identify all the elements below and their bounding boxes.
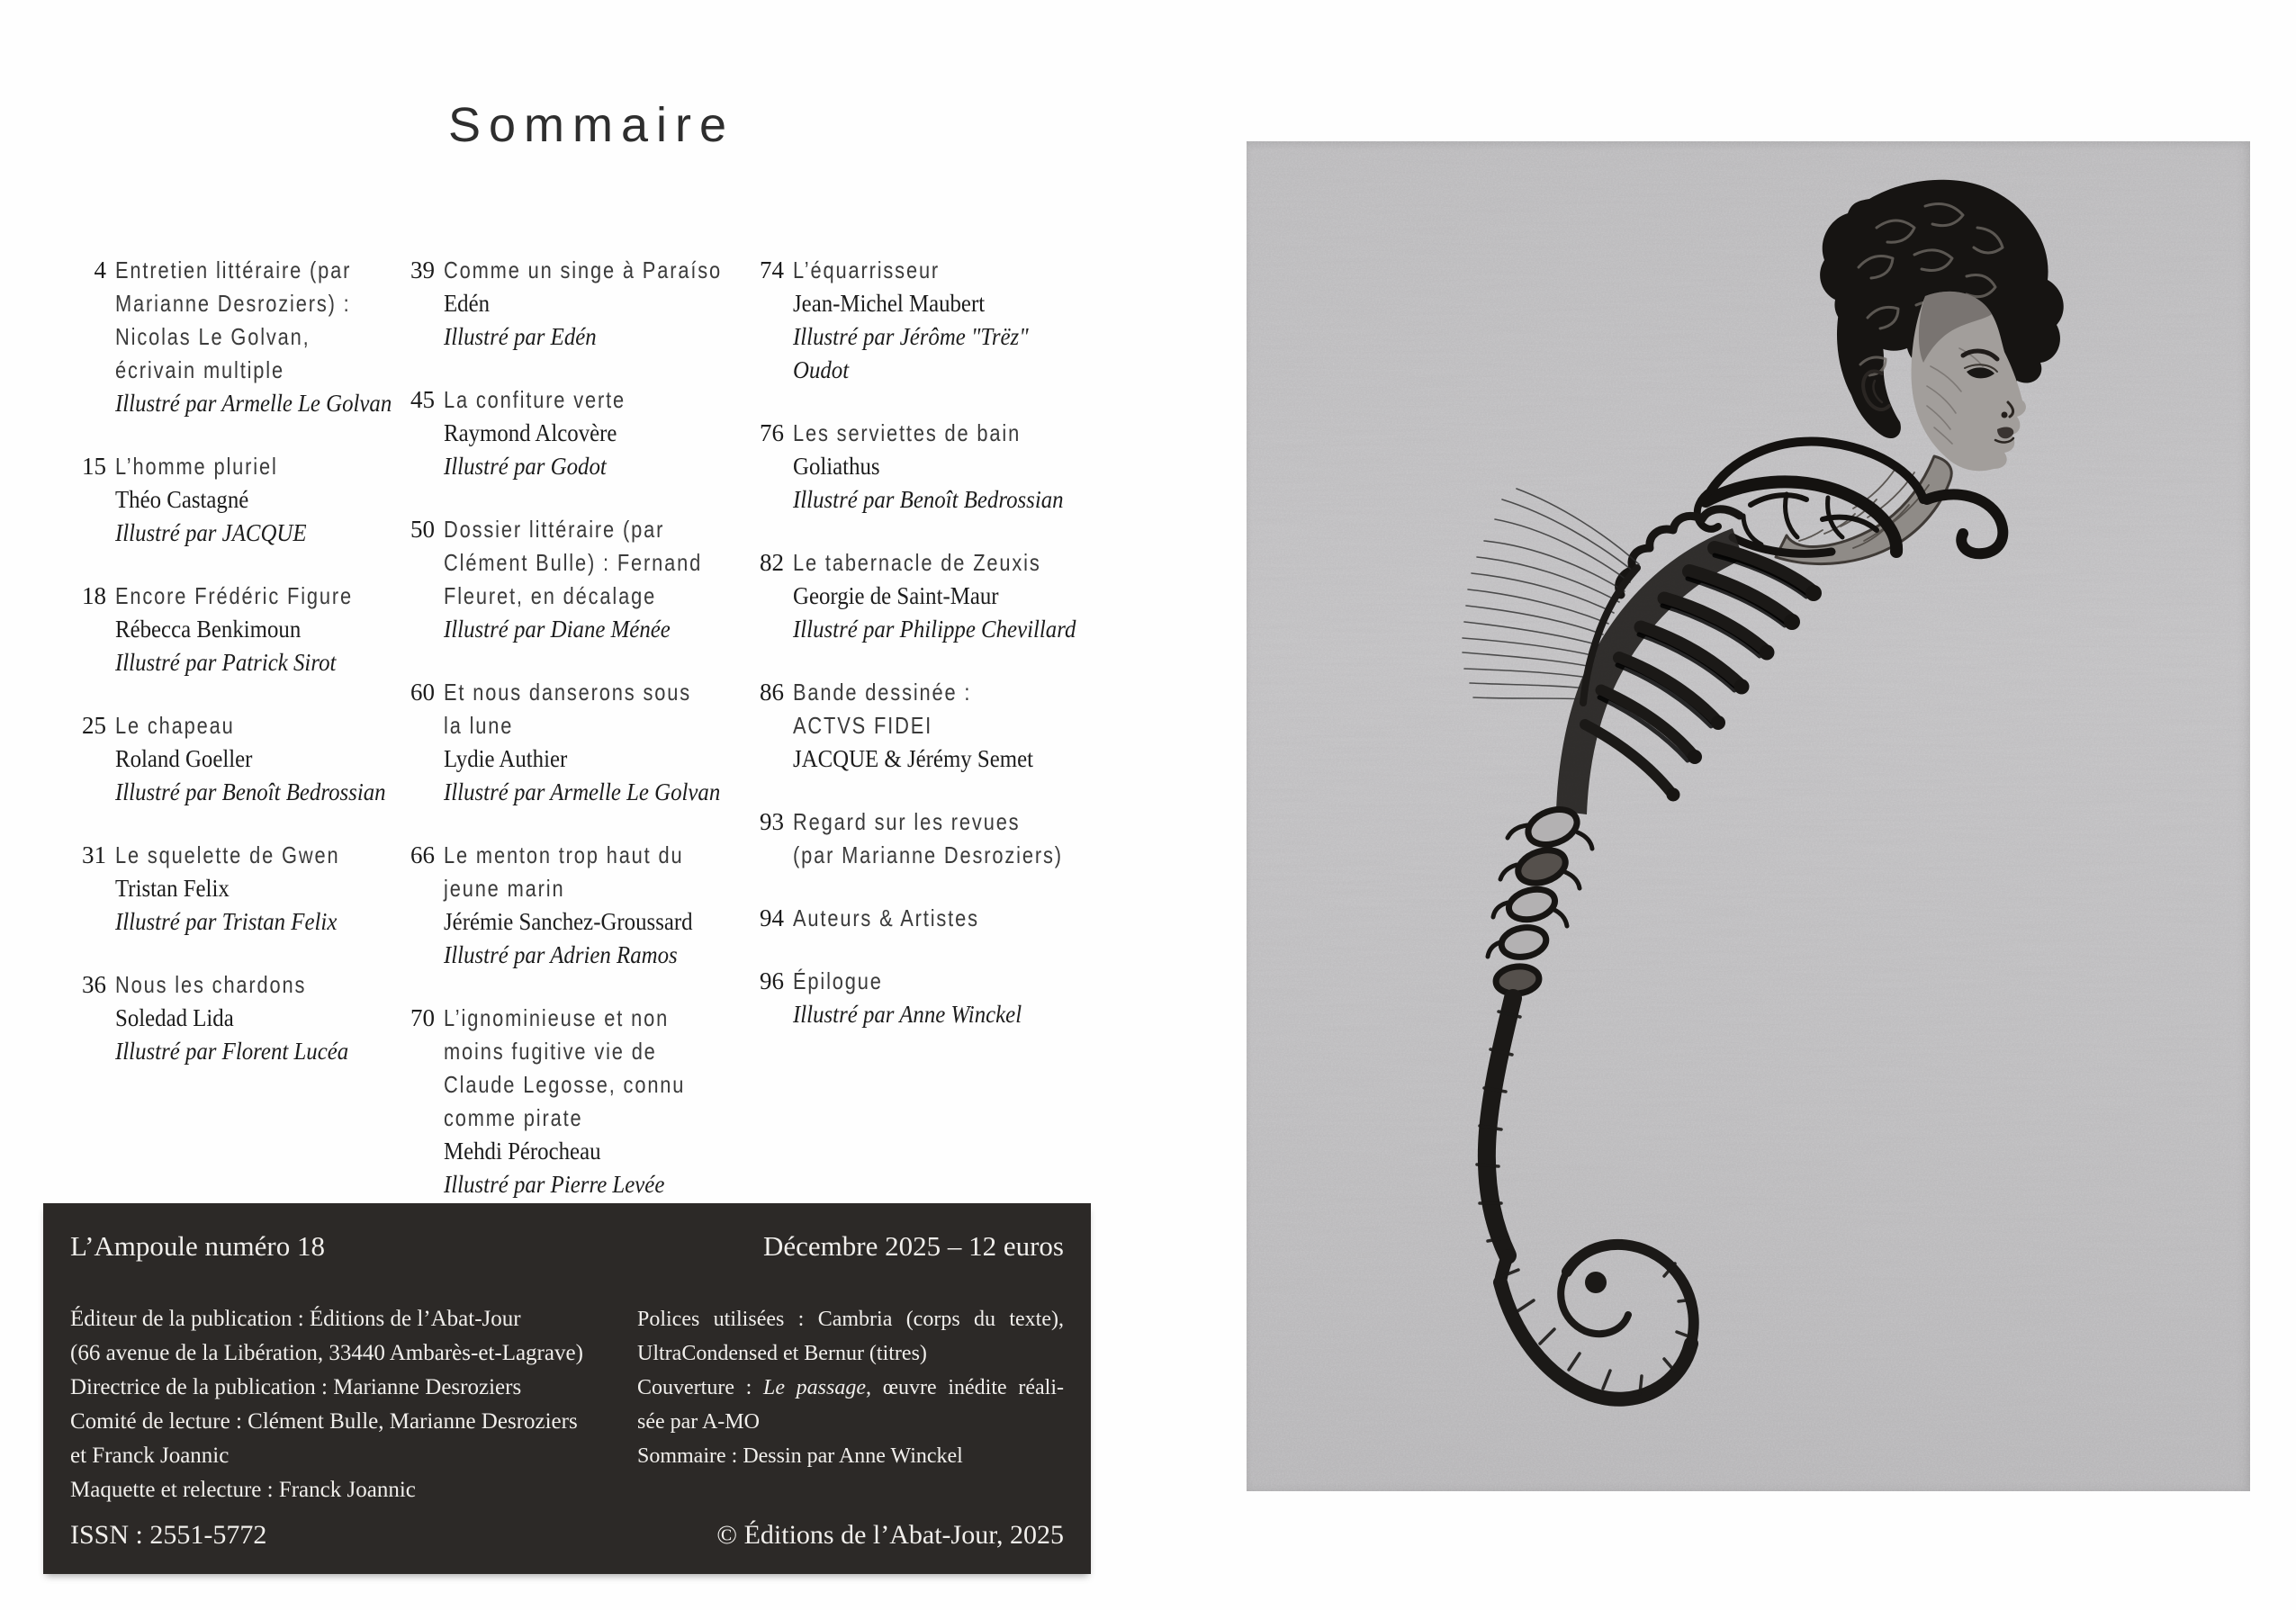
- entry-title-line: Le squelette de Gwen: [115, 841, 340, 868]
- entry-illustrator-line: Illustré par Jérôme "Trëz": [793, 323, 1029, 350]
- copyright-label: © Éditions de l’Abat-Jour, 2025: [716, 1520, 1064, 1550]
- entry-page-number: 96: [760, 967, 784, 994]
- entry-page-number: 93: [760, 808, 784, 835]
- paper-grain-fine: [1247, 141, 2250, 1491]
- entry-author-line: JACQUE & Jérémy Semet: [793, 745, 1034, 772]
- entry-title-line: Claude Legosse, connu: [444, 1071, 686, 1098]
- entry-title-line: Auteurs & Artistes: [793, 904, 979, 931]
- text: Sommaire : Dessin par Anne Winckel: [637, 1444, 963, 1468]
- entry-page-number: 60: [410, 679, 435, 706]
- entry-title-line: Bande dessinée :: [793, 679, 972, 706]
- issn-label: ISSN : 2551-5772: [70, 1520, 267, 1550]
- entry-page-number: 70: [410, 1004, 435, 1031]
- entry-title-line: Le chapeau: [115, 712, 235, 739]
- issue-date-price: Décembre 2025 – 12 euros: [762, 1230, 1064, 1262]
- entry-page-number: 76: [760, 419, 784, 446]
- colophon-header: [70, 1230, 1064, 1263]
- text: Couverture :: [637, 1376, 763, 1399]
- toc: [70, 254, 1090, 1231]
- entry-title-line: Et nous danserons sous: [444, 679, 691, 706]
- entry-title-line: Fleuret, en décalage: [444, 582, 657, 609]
- entry-text: [793, 902, 1090, 935]
- colophon-line: et Franck Joannic: [70, 1444, 230, 1468]
- page-title: Sommaire: [448, 98, 735, 152]
- entry-text: [115, 709, 399, 809]
- entry-text: [444, 839, 748, 972]
- entry-illustrator-line: Illustré par Diane Ménée: [444, 616, 671, 643]
- entry-title-line: Regard sur les revues: [793, 808, 1021, 835]
- entry-title-line: Le menton trop haut du: [444, 841, 684, 868]
- toc-entry: [748, 902, 1090, 935]
- entry-text: [444, 676, 748, 809]
- entry-title-line: la lune: [444, 712, 514, 739]
- entry-author-line: Roland Goeller: [115, 745, 253, 772]
- entry-title-line: (par Marianne Desroziers): [793, 841, 1063, 868]
- text: UltraCondensed et Bernur (titres): [637, 1342, 927, 1365]
- entry-title-line: Entretien littéraire (par: [115, 256, 352, 283]
- entry-title-line: Nicolas Le Golvan,: [115, 323, 311, 350]
- colophon-box: [43, 1203, 1091, 1574]
- entry-page-number: 82: [760, 549, 784, 576]
- entry-page-number: 66: [410, 841, 435, 868]
- colophon-line: [637, 1439, 1064, 1473]
- issue-title: L’Ampoule numéro 18: [70, 1230, 325, 1262]
- entry-title-line: Dossier littéraire (par: [444, 516, 665, 543]
- toc-entry: [70, 839, 399, 939]
- entry-text: [115, 968, 399, 1068]
- entry-author-line: Rébecca Benkimoun: [115, 616, 302, 643]
- entry-text: [115, 839, 399, 939]
- colophon-right-column: [637, 1302, 1064, 1507]
- entry-text: [444, 254, 748, 354]
- entry-illustrator-line: Illustré par JACQUE: [115, 519, 307, 546]
- toc-entry: [399, 513, 748, 646]
- entry-title-line: L’ignominieuse et non: [444, 1004, 670, 1031]
- illustration-panel: [1247, 141, 2250, 1491]
- entry-title-line: Encore Frédéric Figure: [115, 582, 353, 609]
- entry-text: [793, 254, 1090, 387]
- toc-entry: [70, 254, 399, 420]
- entry-text: [793, 805, 1090, 872]
- toc-entry: [748, 417, 1090, 517]
- entry-author-line: Goliathus: [793, 453, 880, 480]
- entry-title-line: Le tabernacle de Zeuxis: [793, 549, 1041, 576]
- entry-text: [793, 546, 1090, 646]
- colophon-line: [637, 1336, 1064, 1371]
- entry-author-line: Théo Castagné: [115, 486, 249, 513]
- entry-title-line: Les serviettes de bain: [793, 419, 1022, 446]
- entry-author-line: Edén: [444, 290, 491, 317]
- colophon-line: Maquette et relecture : Franck Joannic: [70, 1478, 416, 1502]
- toc-entry: [70, 709, 399, 809]
- entry-illustrator-line: Illustré par Armelle Le Golvan: [444, 778, 721, 805]
- toc-entry: [748, 254, 1090, 387]
- entry-text: [444, 1002, 748, 1201]
- entry-illustrator-line: Illustré par Philippe Chevillard: [793, 616, 1076, 643]
- toc-column: [70, 254, 399, 1231]
- entry-text: [793, 417, 1090, 517]
- entry-author-line: Jérémie Sanchez-Groussard: [444, 908, 693, 935]
- colophon-body: [70, 1302, 1064, 1507]
- colophon-line: [637, 1405, 1064, 1439]
- entry-text: [444, 513, 748, 646]
- toc-entry: [399, 676, 748, 809]
- toc-entry: [748, 965, 1090, 1031]
- entry-page-number: 39: [410, 256, 435, 283]
- entry-title-line: Comme un singe à Paraíso: [444, 256, 723, 283]
- entry-page-number: 45: [410, 386, 435, 413]
- entry-title-line: Épilogue: [793, 967, 883, 994]
- entry-text: [793, 965, 1090, 1031]
- entry-illustrator-line: Illustré par Edén: [444, 323, 597, 350]
- toc-entry: [70, 968, 399, 1068]
- entry-page-number: 15: [82, 453, 106, 480]
- entry-title-line: La confiture verte: [444, 386, 626, 413]
- colophon-footer: [70, 1520, 1064, 1551]
- entry-title-line: Marianne Desroziers) :: [115, 290, 351, 317]
- toc-entry: [70, 580, 399, 679]
- entry-page-number: 36: [82, 971, 106, 998]
- entry-page-number: 86: [760, 679, 784, 706]
- colophon-line: (66 avenue de la Libération, 33440 Ambarès-et-Lagrave): [70, 1341, 583, 1365]
- toc-entry: [399, 383, 748, 483]
- entry-illustrator-line: Illustré par Florent Lucéa: [115, 1038, 349, 1065]
- text: sée par A-MO: [637, 1410, 760, 1434]
- colophon-line: Comité de lecture : Clément Bulle, Marianne Desroziers: [70, 1409, 578, 1434]
- entry-text: [115, 450, 399, 550]
- entry-author-line: Tristan Felix: [115, 875, 230, 902]
- entry-text: [115, 580, 399, 679]
- colophon-line: Éditeur de la publication : Éditions de l’Abat-Jour: [70, 1307, 521, 1331]
- toc-entry: [399, 1002, 748, 1201]
- entry-page-number: 31: [82, 841, 106, 868]
- entry-author-line: Jean-Michel Maubert: [793, 290, 986, 317]
- entry-title-line: L’homme pluriel: [115, 453, 278, 480]
- entry-page-number: 18: [82, 582, 106, 609]
- entry-title-line: Clément Bulle) : Fernand: [444, 549, 703, 576]
- entry-page-number: 25: [82, 712, 106, 739]
- toc-entry: [748, 676, 1090, 776]
- entry-title-line: comme pirate: [444, 1104, 583, 1131]
- entry-author-line: Lydie Authier: [444, 745, 568, 772]
- colophon-left-column: [70, 1302, 610, 1507]
- entry-title-line: jeune marin: [444, 875, 565, 902]
- entry-page-number: 4: [94, 256, 106, 283]
- entry-text: [444, 383, 748, 483]
- entry-author-line: Georgie de Saint-Maur: [793, 582, 999, 609]
- entry-author-line: Mehdi Pérocheau: [444, 1138, 601, 1165]
- toc-entry: [748, 805, 1090, 872]
- entry-illustrator-line: Oudot: [793, 356, 850, 383]
- toc-entry: [399, 839, 748, 972]
- entry-author-line: Raymond Alcovère: [444, 419, 617, 446]
- entry-text: [115, 254, 399, 420]
- entry-page-number: 74: [760, 256, 784, 283]
- colophon-line: [637, 1302, 1064, 1336]
- colophon-line: Directrice de la publication : Marianne Desroziers: [70, 1375, 522, 1399]
- toc-entry: [70, 450, 399, 550]
- entry-text: [793, 676, 1090, 776]
- entry-illustrator-line: Illustré par Benoît Bedrossian: [793, 486, 1064, 513]
- entry-illustrator-line: Illustré par Patrick Sirot: [115, 649, 337, 676]
- italic-text: Le passage: [763, 1376, 867, 1399]
- toc-entry: [748, 546, 1090, 646]
- entry-illustrator-line: Illustré par Godot: [444, 453, 607, 480]
- entry-illustrator-line: Illustré par Benoît Bedrossian: [115, 778, 386, 805]
- entry-illustrator-line: Illustré par Armelle Le Golvan: [115, 390, 392, 417]
- colophon-line: [637, 1371, 1064, 1405]
- entry-illustrator-line: Illustré par Adrien Ramos: [444, 941, 678, 968]
- entry-title-line: Nous les chardons: [115, 971, 307, 998]
- entry-illustrator-line: Illustré par Tristan Felix: [115, 908, 338, 935]
- entry-title-line: écrivain multiple: [115, 356, 285, 383]
- entry-title-line: ACTVS FIDEI: [793, 712, 933, 739]
- entry-author-line: Soledad Lida: [115, 1004, 234, 1031]
- toc-column: [399, 254, 748, 1231]
- entry-illustrator-line: Illustré par Anne Winckel: [793, 1001, 1022, 1028]
- toc-entry: [399, 254, 748, 354]
- entry-page-number: 50: [410, 516, 435, 543]
- entry-illustrator-line: Illustré par Pierre Levée: [444, 1171, 665, 1198]
- entry-page-number: 94: [760, 904, 784, 931]
- text: , œuvre inédite réali-: [866, 1376, 1064, 1399]
- entry-title-line: L’équarrisseur: [793, 256, 941, 283]
- text: Polices utilisées : Cambria (corps du texte),: [637, 1308, 1064, 1331]
- entry-title-line: moins fugitive vie de: [444, 1038, 657, 1065]
- seahorse-woman-drawing: [1247, 141, 2250, 1491]
